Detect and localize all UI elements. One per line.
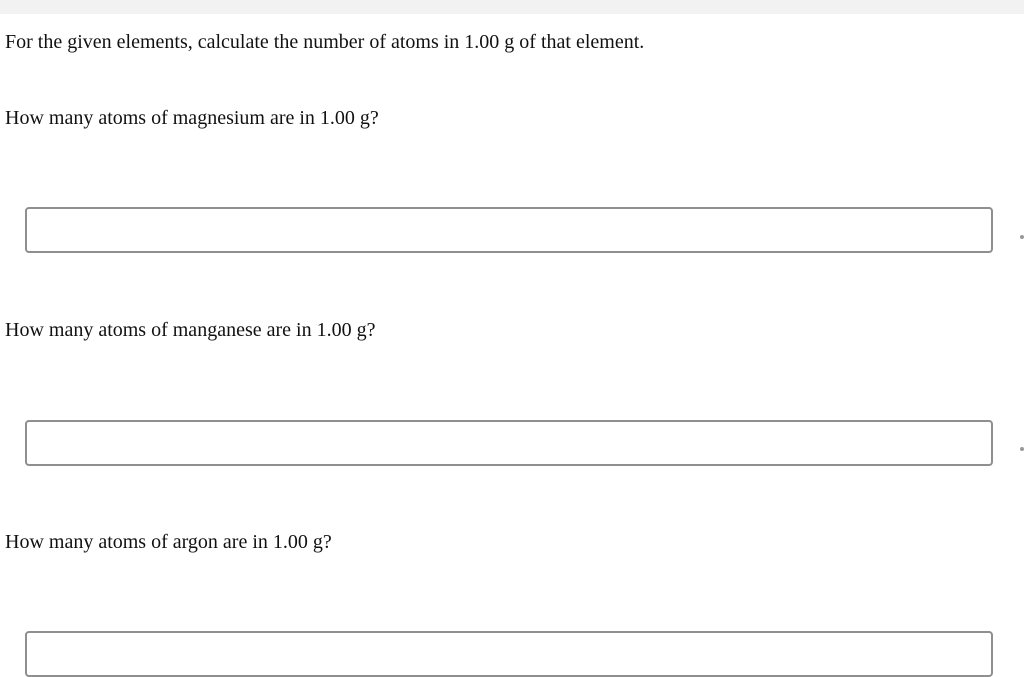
question-magnesium: How many atoms of magnesium are in 1.00 g? [5, 107, 379, 129]
units-indicator-manganese [1020, 447, 1024, 451]
answer-input-magnesium[interactable] [25, 207, 993, 253]
instructions-text: For the given elements, calculate the number of atoms in 1.00 g of that element. [5, 31, 645, 53]
top-strip [0, 0, 1024, 14]
question-argon: How many atoms of argon are in 1.00 g? [5, 531, 332, 553]
answer-input-manganese[interactable] [25, 420, 993, 466]
question-manganese: How many atoms of manganese are in 1.00 g? [5, 319, 376, 341]
answer-input-argon[interactable] [25, 631, 993, 677]
units-indicator-magnesium [1020, 235, 1024, 239]
